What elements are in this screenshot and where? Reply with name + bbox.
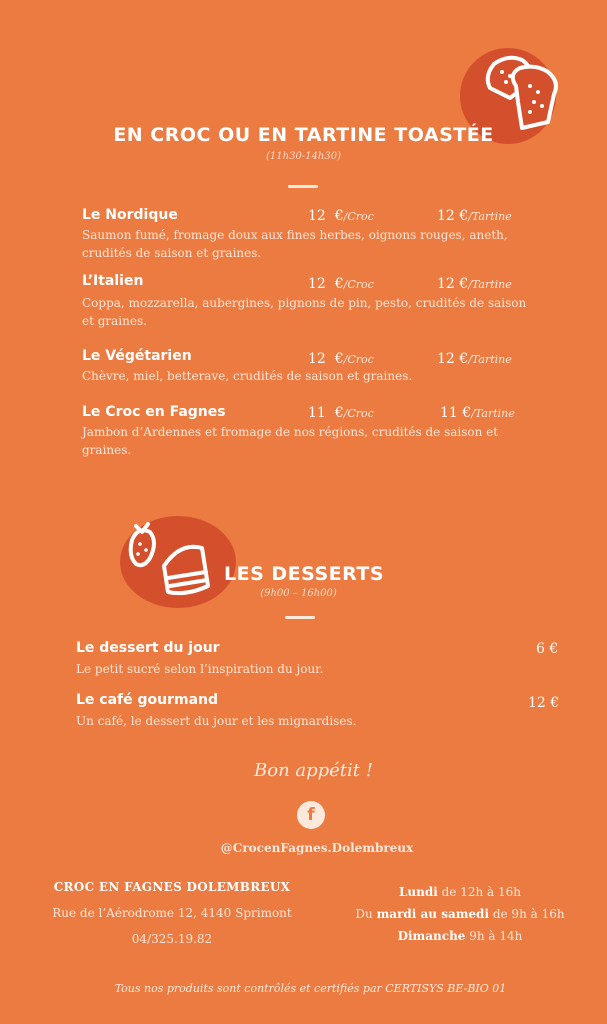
- closing-text: Bon appétit !: [254, 760, 373, 781]
- item-description: Un café, le dessert du jour et les mignardises.: [76, 714, 357, 728]
- menu-item: [76, 692, 496, 730]
- opening-hours: [330, 885, 590, 943]
- hours-text: Du: [355, 907, 377, 921]
- price-unit: /Tartine: [468, 353, 512, 366]
- price-croc: [308, 276, 374, 292]
- price-value: 12: [437, 208, 455, 224]
- section-hours: (11h30-14h30): [266, 151, 341, 162]
- address-block: [30, 880, 314, 946]
- menu-item: [76, 640, 496, 678]
- price-value: 12: [308, 351, 326, 367]
- price-tartine: [437, 351, 512, 367]
- phone-number: 04/325.19.82: [131, 932, 213, 946]
- day-label: mardi au samedi: [376, 907, 490, 921]
- price-value: 12: [308, 208, 326, 224]
- street-address: Rue de l’Aérodrome 12, 4140 Sprimont: [52, 906, 292, 920]
- price-tartine: [440, 405, 515, 421]
- price-value: 12: [437, 276, 455, 292]
- day-label: Lundi: [398, 885, 438, 899]
- hours-text: 9h à 14h: [465, 929, 523, 943]
- price-unit: /Tartine: [468, 210, 512, 223]
- price-unit: /Tartine: [468, 278, 512, 291]
- currency: €: [334, 276, 344, 292]
- price-value: 11: [308, 405, 326, 421]
- currency: €: [334, 405, 344, 421]
- item-name: Le Croc en Fagnes: [82, 404, 226, 420]
- currency: €: [459, 208, 469, 224]
- currency: €: [334, 351, 344, 367]
- price-value: 11: [440, 405, 458, 421]
- hours-text: de 9h à 16h: [489, 907, 565, 921]
- divider: [285, 616, 315, 619]
- facebook-icon[interactable]: f: [297, 801, 325, 829]
- price-croc: [308, 208, 374, 224]
- price-tartine: [437, 208, 512, 224]
- item-name: Le café gourmand: [76, 692, 219, 708]
- price-unit: /Croc: [343, 407, 374, 420]
- hours-line: [330, 929, 590, 943]
- hours-line: [330, 885, 590, 899]
- price-croc: [308, 351, 374, 367]
- hours-line: [330, 907, 590, 921]
- divider: [288, 185, 318, 188]
- price-croc: [308, 405, 374, 421]
- certification-note: Tous nos produits sont contrôlés et certifiés par CERTISYS BE-BIO 01: [114, 982, 507, 995]
- price-unit: /Croc: [343, 210, 374, 223]
- hours-text: de 12h à 16h: [437, 885, 522, 899]
- price: 12 €: [528, 695, 560, 711]
- item-description: Coppa, mozzarella, aubergines, pignons de pin, pesto, crudités de saison et graines.: [82, 296, 527, 328]
- section-title: LES DESSERTS: [224, 563, 385, 585]
- item-name: L’Italien: [82, 273, 144, 289]
- price: 6 €: [536, 641, 559, 657]
- price-value: 12: [308, 276, 326, 292]
- price-unit: /Tartine: [471, 407, 515, 420]
- item-name: Le Nordique: [82, 207, 178, 223]
- price-tartine: [437, 276, 512, 292]
- day-label: Dimanche: [397, 929, 466, 943]
- item-description: Le petit sucré selon l’inspiration du jour.: [76, 662, 324, 676]
- item-description: Jambon d’Ardennes et fromage de nos régions, crudités de saison et graines.: [82, 425, 499, 457]
- price-unit: /Croc: [343, 278, 374, 291]
- price-value: 12: [437, 351, 455, 367]
- currency: €: [459, 276, 469, 292]
- item-description: Chèvre, miel, betterave, crudités de saison et graines.: [82, 369, 413, 383]
- item-name: Le Végétarien: [82, 348, 192, 364]
- price-unit: /Croc: [343, 353, 374, 366]
- restaurant-name: CROC EN FAGNES DOLEMBREUX: [53, 880, 291, 894]
- item-name: Le dessert du jour: [76, 640, 220, 656]
- currency: €: [334, 208, 344, 224]
- social-handle[interactable]: @CrocenFagnes.Dolembreux: [220, 841, 414, 855]
- section-hours: (9h00 – 16h00): [260, 588, 337, 599]
- currency: €: [459, 351, 469, 367]
- currency: €: [462, 405, 472, 421]
- section-title: EN CROC OU EN TARTINE TOASTÉE: [113, 124, 494, 146]
- item-description: Saumon fumé, fromage doux aux fines herbes, oignons rouges, aneth, crudités de saison et graines.: [82, 228, 508, 260]
